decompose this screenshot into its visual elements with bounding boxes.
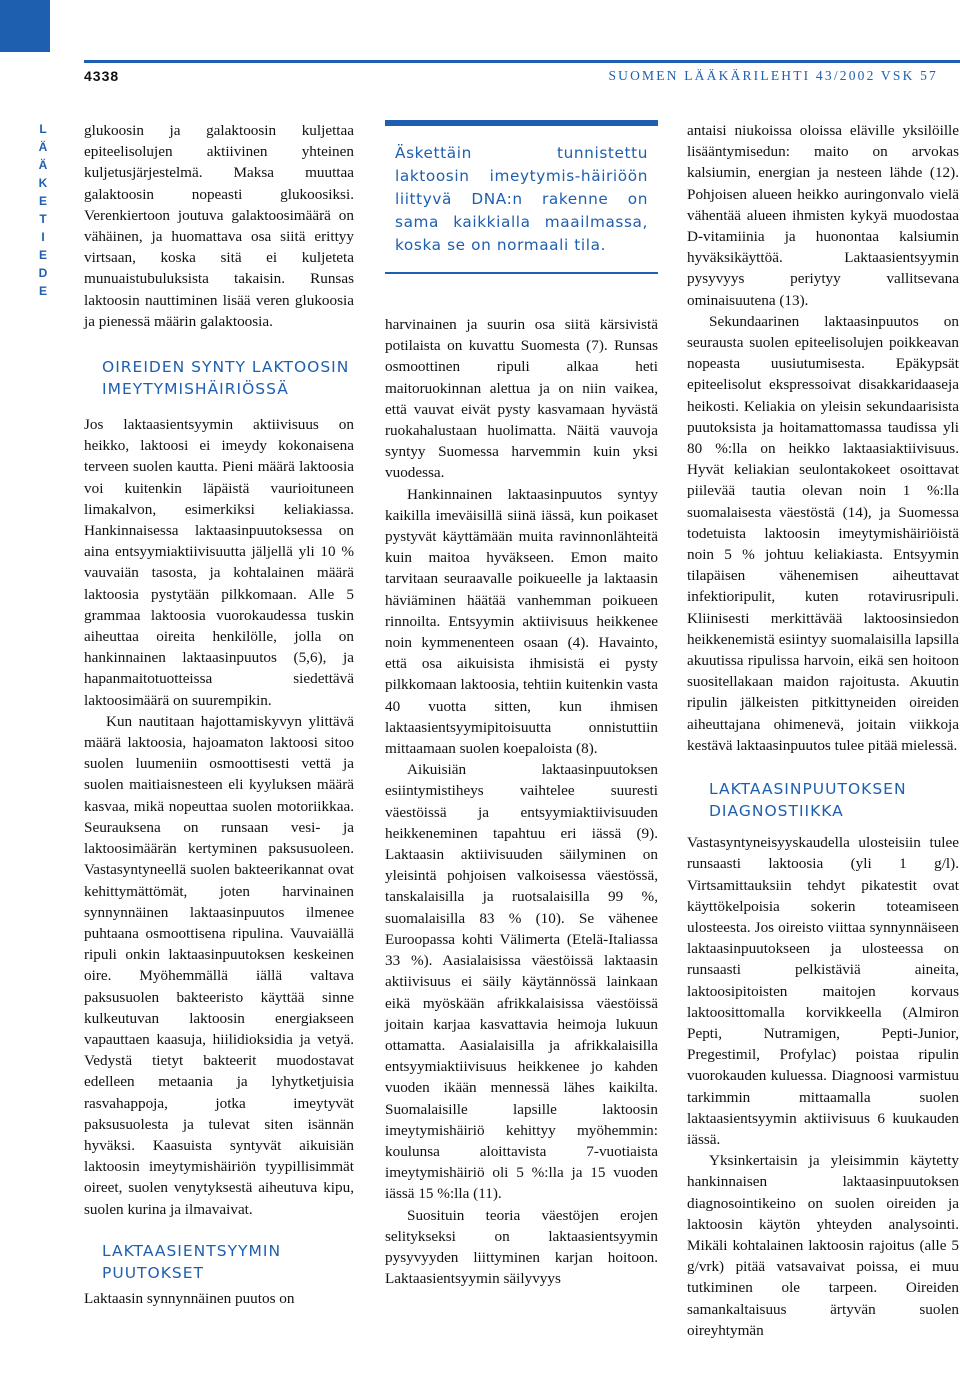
body-paragraph: Kun nautitaan hajottamiskyvyn ylittävä määrä laktoosia, hajoamaton laktoosi sitoo suolen luumeniin osmoottisesti vettä ja suolen maitiaisnesteen eli kyyluksen määrä kasvaa, mikä nopeuttaa suolen motoriikkaa. Seurauksena on runsaan vesi- ja laktoosimäärän kertyminen paksusuoleen. Vastasyntyneellä suolen bakteerikannat ovat kehittymättömät, joten harvinainen synnynnäinen laktaasinpuutos ilmenee puhtaana osmoottisena ripulina. Vauvaiällä ripuli onkin laktaasinpuutoksen keskeinen oire. Myöhemmällä iällä valtava paksusuolen bakteeristo käyttää sinne kulkeutuvan laktoosin energiakseen vapauttaen kaasuja, hiilidioksidia ja vetyä. Vedystä tietyt bakteerit muodostavat edelleen metaania ja lyhytketjuisia rasvahappoja, jotka imeytyvät paksusuolesta ja tulevat siten isännän hyväksi. Kaasuista syntyvät aikuisiän laktoosin imeytymishäiriön tyypillisimmät oireet, suolen venytyksestä aiheutuva kipu, suolen kurina ja ilmavaivat. — [84, 712, 354, 1218]
journal-title: SUOMEN LÄÄKÄRILEHTI 43/2002 VSK 57 — [608, 68, 938, 83]
section-letter: D — [38, 266, 48, 280]
body-paragraph: Aikuisiän laktaasinpuutoksen esiintymistiheys vaihtelee suuresti väestöissä ja entsyymiaktiivisuuden heikkeneminen tapahtuu eri iässä (9). Laktaasin aktiivisuuden säilyminen on yleisintä pohjoisen valkoisessa väestössä, tanskalaisilla ja ruotsalaisilla 99 %, suomalaisilla 83 % (10). Se vähenee Euroopassa kohti Välimerta (Etelä-Italiassa 33 %). Aasialaisissa väestöissä laktaasin aktiivisuus ei säily käytännössä lainkaan eikä myöskään afrikkalaisissa väestöissä joitain karjaa kasvattavia heimoja lukuun ottamatta. Aasialaisilla ja afrikkalaisilla entsyymiaktiivisuus heikkenee jo kahden vuoden ikään mennessä lähes kaikilta. Suomalaisille lapsille laktoosin imeytymishäiriö kehittyy myöhemmin: koulunsa aloittavista 7-vuotiaista imeytymishäiriö oli 5 %:lla ja 15 vuoden iässä 15 %:lla (11). — [385, 761, 658, 1203]
section-letter: K — [38, 176, 48, 190]
section-letter: T — [39, 212, 47, 226]
body-paragraph: Suosituin teoria väestöjen erojen selitykseksi on laktaasientsyymin pysyvyyden liittyminen karjan hoitoon. Laktaasientsyymin säilyvyys — [385, 1206, 658, 1288]
body-paragraph: glukoosin ja galaktoosin kuljettaa epiteelisolujen aktiivinen yhteinen kuljetusjärjestelmä. Maksa muuttaa galaktoosin nopeasti glukoosiksi. Verenkiertoon joutuva galaktoosimäärä on vähäinen, ja huomattava osa siitä erittyy virtsaan, koska sitä ei kuljeteta munuaistubuluksista takaisin. Runsas laktoosin nauttiminen lisää veren glukoosia ja pienessä määrin galaktoosia. — [84, 122, 354, 330]
body-paragraph: Jos laktaasientsyymin aktiivisuus on heikko, laktoosi ei imeydy kokonaisena terveen suolen kautta. Pieni määrä laktoosia voi kuitenkin läpäistä vaurioituneen limakalvon, esimerkiksi keliakiassa. Hankinnaisessa laktaasinpuutoksessa on aina entsyymiaktiivisuutta jäljellä yli 10 % vauvaiän tasosta, ja kohtalainen määrä laktoosia pystytään pilkkomaan. Alle 5 grammaa laktoosia vuorokaudessa tuskin aiheuttaa oireita henkilölle, jolla on hankinnainen laktaasinpuutos (5,6), ja hapanmaitotuotteissa siedettävä laktoosimäärä on suurempikin. — [84, 416, 354, 709]
section-letter: E — [38, 248, 47, 262]
body-paragraph: Hankinnainen laktaasinpuutos syntyy kaikilla imeväisillä siinä iässä, kun poikaset pystyvät käyttämään muita ravinnonlähteitä kuin maitoa hyväkseen. Emon maito tarvitaan seuraavalle poikueelle ja laktaasin häviäminen häätää vanhemman poikueen rinnoilta. Entsyymin aktiivisuus heikkenee noin kymmenenteen osaan (4). Havainto, että osa aikuisista ihmisistä ei pysty pilkkomaan laktoosia, tehtiin kuitenkin vasta 40 vuotta sitten, kun ihmisen laktaasientsyymipitoisuutta onnistuttiin mittaamaan suolen koepaloista (8). — [385, 485, 658, 758]
section-letter: E — [38, 284, 47, 298]
section-tag-vertical — [32, 120, 54, 300]
body-paragraph: harvinainen ja suurin osa siitä kärsivistä potilaista on kuvattu Suomesta (7). Runsas osmoottinen ripuli alkaa heti maitoruokinnan alettua ja on niin vaikea, että vauvat eivät pysty kasvamaan hyvästä ruokahalustaan huolimatta. Näitä vauvoja syntyy Suomessa harvemmin kuin yksi vuodessa. — [385, 316, 658, 482]
section-letter: E — [38, 194, 47, 208]
body-paragraph: Vastasyntyneisyyskaudella ulosteisiin tulee runsaasti laktoosia (yli 1 g/l). Virtsamittauksiin tehdyt pikatestit ovat käyttökelpoisia sokerin toteamiseen ulosteesta. Jos oireisto viittaa synnynnäiseen laktaasinpuutokseen ja ulosteessa on runsaasti pelkistäviä aineita, laktoosipitoisten maitojen korvaus laktoosittomalla korvikkeella (Almiron Pepti, Nutramigen, Pepti-Junior, Pregestimil, Profylac) poistaa ripulin vuorokauden kuluessa. Diagnoosi varmistuu tarkimmin mittaamalla suolen laktaasientsyymin aktiivisuus 6 kuukauden iässä. — [687, 834, 959, 1148]
section-heading: LAKTAASINPUUTOKSEN DIAGNOSTIIKKA — [709, 780, 907, 821]
article-column-2 — [385, 120, 658, 1289]
article-column-3 — [687, 120, 959, 1341]
section-letter: Ä — [38, 140, 48, 154]
article-column-1 — [84, 120, 354, 1309]
section-heading: LAKTAASIENTSYYMIN PUUTOKSET — [102, 1241, 282, 1282]
body-paragraph: Sekundaarinen laktaasinpuutos on seurausta suolen epiteelisolujen poikkeavan nopeasta uusiutumisesta. Epäkypsät epiteelisolut ekspressoivat disakkaridaaseja heikosti. Keliakia on yleisin sekundaarisista puutoksista ja hoitamattomassa taudissa yli 80 %:lla on heikko laktaasiaktiivisuus. Hyvät keliakian seulontakokeet osoittavat piilevää tautia olevan noin 1 %:lla suomalaisesta väestöstä (14), ja Suomessa todetuista laktoosin imeytymishäiriöistä noin 5 % johtuu keliakiasta. Entsyymin tilapäisen vähenemisen aiheuttavat infektioripulit, kuten rotavirusripuli. Kliinisesti merkittävää laktoosinsiedon heikkenemistä esiintyy suomalaisilla lapsilla akuutissa ripulissa harvoin, eikä sen hoitoon suositellakaan maidon rajoitusta. Akuutin ripulin jälkeisten pitkittyneiden oireiden aiheuttajana ohimenevä, joitain viikkoja kestävä laktaasinpuutos tulee pitää mielessä. — [687, 312, 959, 754]
pull-quote-text: Äskettäin tunnistettu laktoosin imeytymis-häiriöön liittyvä DNA:n rakenne on sama kaikkialla maailmassa, koska se on normaali tila. — [395, 144, 648, 254]
section-color-block — [0, 0, 50, 52]
pull-quote — [385, 120, 658, 274]
page-number: 4338 — [84, 68, 120, 84]
body-paragraph: antaisi niukoissa oloissa eläville yksilöille lisääntymisedun: maito on arvokas kalsiumin, energian ja nesteen lähde (12). Pohjoisen alueen heikko auringonvalo vielä vähentää alueen ihmisten kykyä muodostaa D-vitamiinia ja huonontaa kalsiumin hyväksikäyttöä. Laktaasientsyymin pysyvyys periytyy vallitsevana ominaisuutena (13). — [687, 122, 959, 309]
body-paragraph: Laktaasin synnynnäinen puutos on — [84, 1289, 295, 1307]
header-rule — [84, 60, 960, 63]
section-letter: I — [41, 230, 45, 244]
section-heading: OIREIDEN SYNTY LAKTOOSIN IMEYTYMISHÄIRIÖSSÄ — [102, 358, 350, 399]
section-letter: Ä — [38, 158, 48, 172]
section-letter: L — [39, 122, 47, 136]
body-paragraph: Yksinkertaisin ja yleisimmin käytetty hankinnaisen laktaasinpuutoksen diagnosointikeino on suolen oireiden ja laktoosin käytön yhteyden analysointi. Mikäli kohtalainen laktoosin rajoitus (alle 5 g/vrk) pitää vatsavaivat poissa, ei muu tutkiminen ole tarpeen. Oireiden samankaltaisuus ärtyvän suolen oireyhtymän — [687, 1152, 959, 1339]
